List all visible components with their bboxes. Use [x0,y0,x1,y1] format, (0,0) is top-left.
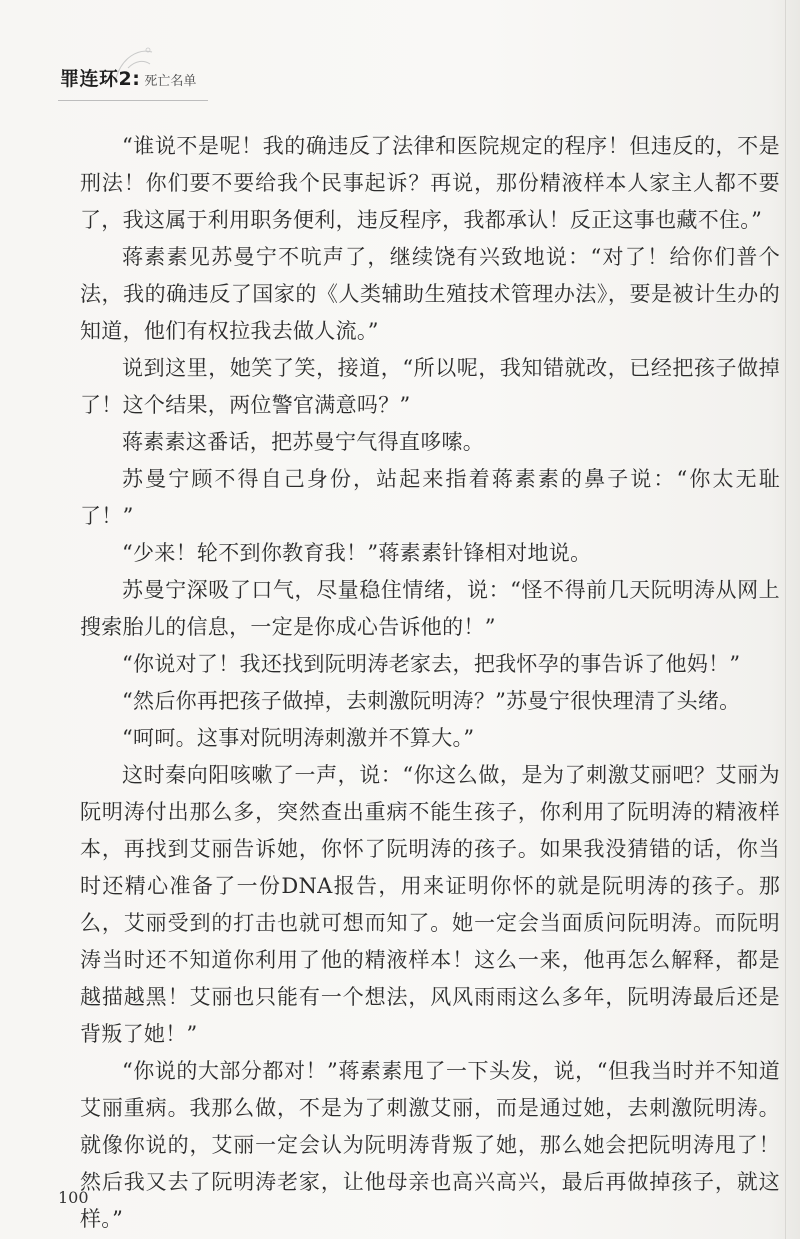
paragraph: 苏曼宁深吸了口气，尽量稳住情绪，说：“怪不得前几天阮明涛从网上搜索胎儿的信息，一定是你成心告诉他的！” [80,578,780,639]
page-edge-shadow [785,0,786,1239]
book-subtitle: 死亡名单 [144,74,197,89]
running-header [60,64,196,100]
paragraph: 蒋素素见苏曼宁不吭声了，继续饶有兴致地说：“对了！给你们普个法，我的确违反了国家的《人类辅助生殖技术管理办法》，要是被计生办的知道，他们有权拉我去做人流。” [80,245,780,343]
paragraph: 苏曼宁顾不得自己身份，站起来指着蒋素素的鼻子说：“你太无耻了！” [80,467,780,528]
page-number: 100 [58,1188,89,1207]
paragraph: “然后你再把孩子做掉，去刺激阮明涛？”苏曼宁很快理清了头绪。 [122,689,741,713]
paragraph: “你说对了！我还找到阮明涛老家去，把我怀孕的事告诉了他妈！” [122,652,741,676]
paragraph: 这时秦向阳咳嗽了一声，说：“你这么做，是为了刺激艾丽吧？艾丽为阮明涛付出那么多，突然查出重病不能生孩子，你利用了阮明涛的精液样本，再找到艾丽告诉她，你怀了阮明涛的孩子。如果我没猜错的话，你当时还精心准备了一份DNA报告，用来证明你怀的就是阮明涛的孩子。那么，艾丽受到的打击也就可想而知了。她一定会当面质问阮明涛。而阮明涛当时还不知道你利用了他的精液样本！这么一来，他再怎么解释，都是越描越黑！艾丽也只能有一个想法，风风雨雨这么多年，阮明涛最后还是背叛了她！” [80,763,780,1046]
body-text [80,128,780,1238]
header-divider [58,100,208,101]
paragraph: “谁说不是呢！我的确违反了法律和医院规定的程序！但违反的，不是刑法！你们要不要给我个民事起诉？再说，那份精液样本人家主人都不要了，我这属于利用职务便利，违反程序，我都承认！反正这事也藏不住。” [80,134,780,232]
paragraph: 蒋素素这番话，把苏曼宁气得直哆嗦。 [122,430,485,454]
paragraph: “呵呵。这事对阮明涛刺激并不算大。” [122,726,475,750]
paragraph: 说到这里，她笑了笑，接道，“所以呢，我知错就改，已经把孩子做掉了！这个结果，两位警官满意吗？” [80,356,780,417]
book-title: 罪连环2: [60,68,141,90]
paragraph: “少来！轮不到你教育我！”蒋素素针锋相对地说。 [122,541,592,565]
paragraph: “你说的大部分都对！”蒋素素甩了一下头发，说，“但我当时并不知道艾丽重病。我那么做，不是为了刺激艾丽，而是通过她，去刺激阮明涛。就像你说的，艾丽一定会认为阮明涛背叛了她，那么她会把阮明涛甩了！然后我又去了阮明涛老家，让他母亲也高兴高兴，最后再做掉孩子，就这样。” [80,1059,780,1231]
